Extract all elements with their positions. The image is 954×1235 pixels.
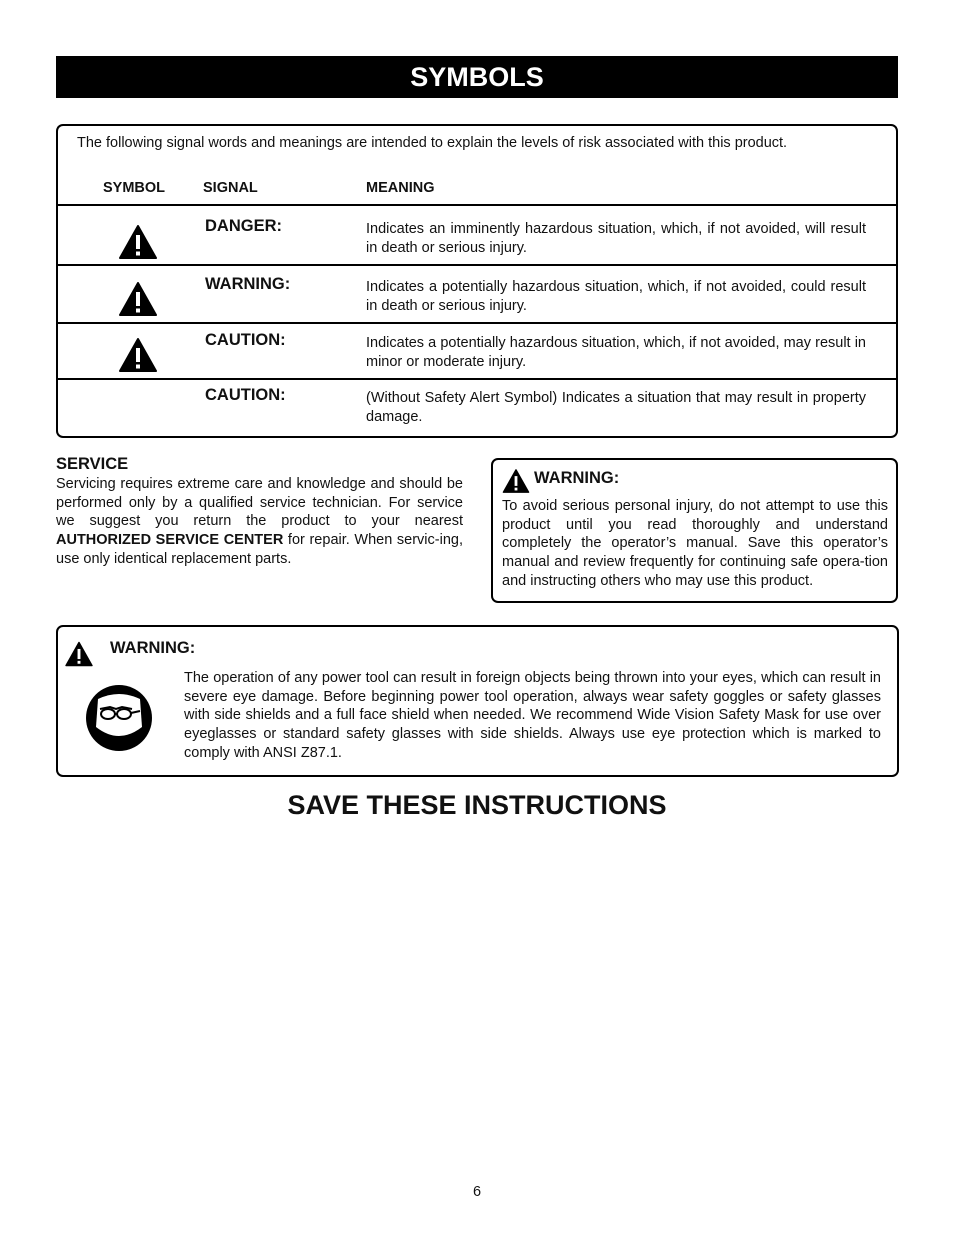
signal-word: CAUTION: xyxy=(205,386,286,404)
eye-protection-warning xyxy=(56,625,899,777)
signal-word: WARNING: xyxy=(205,275,291,293)
meaning-text: Indicates a potentially hazardous situation, which, if not avoided, could result in death or serious injury. xyxy=(366,279,866,314)
table-row xyxy=(58,378,896,436)
signal-word: DANGER: xyxy=(205,217,282,235)
authorized-service-center: AUTHORIZED SERVICE CENTER xyxy=(56,532,284,549)
intro-text: The following signal words and meanings are intended to explain the levels of risk associated with this product. xyxy=(77,135,788,151)
signal-word: CAUTION: xyxy=(205,331,286,349)
warning-heading: WARNING: xyxy=(110,639,196,657)
page-title: SYMBOLS xyxy=(56,56,898,98)
warning-box xyxy=(491,458,898,603)
safety-goggles-icon xyxy=(84,683,154,753)
warning-triangle-icon xyxy=(118,337,158,373)
meaning-text: Indicates a potentially hazardous situation, which, if not avoided, may result in minor or moderate injury. xyxy=(366,335,866,370)
meaning-text: Indicates an imminently hazardous situation, which, if not avoided, will result in death or serious injury. xyxy=(366,221,866,256)
warning-heading: WARNING: xyxy=(534,469,620,487)
warning-triangle-icon xyxy=(118,281,158,317)
page-number: 6 xyxy=(472,1184,482,1200)
service-heading: SERVICE xyxy=(56,455,129,473)
table-row xyxy=(58,322,896,378)
header-symbol: SYMBOL xyxy=(103,180,166,196)
eye-warning-text: The operation of any power tool can result in foreign objects being thrown into your eyes, which can result in severe eye damage. Before beginning power tool operation, always wear safety goggles or safety glasses with side shields and a full face shield when needed. We recommend Wide Vision Safety Mask for use over eyeglasses or standard safety glasses with side shields. Always use eye protection which is marked to comply with ANSI Z87.1. xyxy=(184,670,881,761)
meaning-text: (Without Safety Alert Symbol) Indicates a situation that may result in property damage. xyxy=(366,390,866,425)
table-row xyxy=(58,264,896,322)
service-text: Servicing requires extreme care and knowledge and should be performed only by a qualified service technician. For service we suggest you return the product to your nearest AUTHORIZED SERVICE CENTER for repair. When servic-ing, use only identical replacement parts. xyxy=(56,476,463,567)
warning-triangle-icon xyxy=(118,224,158,260)
warning-triangle-icon xyxy=(64,641,94,667)
header-meaning: MEANING xyxy=(366,180,435,196)
symbols-table xyxy=(56,124,898,438)
header-signal: SIGNAL xyxy=(203,180,258,196)
warning-triangle-icon xyxy=(502,468,530,494)
table-row xyxy=(58,204,896,264)
warning-text: To avoid serious personal injury, do not attempt to use this product until you read thoroughly and understand completely the operator’s manual. Save this operator’s manual and review frequently for continuing safe opera-tion and instructing others who may use this product. xyxy=(502,498,888,589)
save-instructions-heading: SAVE THESE INSTRUCTIONS xyxy=(287,790,667,820)
